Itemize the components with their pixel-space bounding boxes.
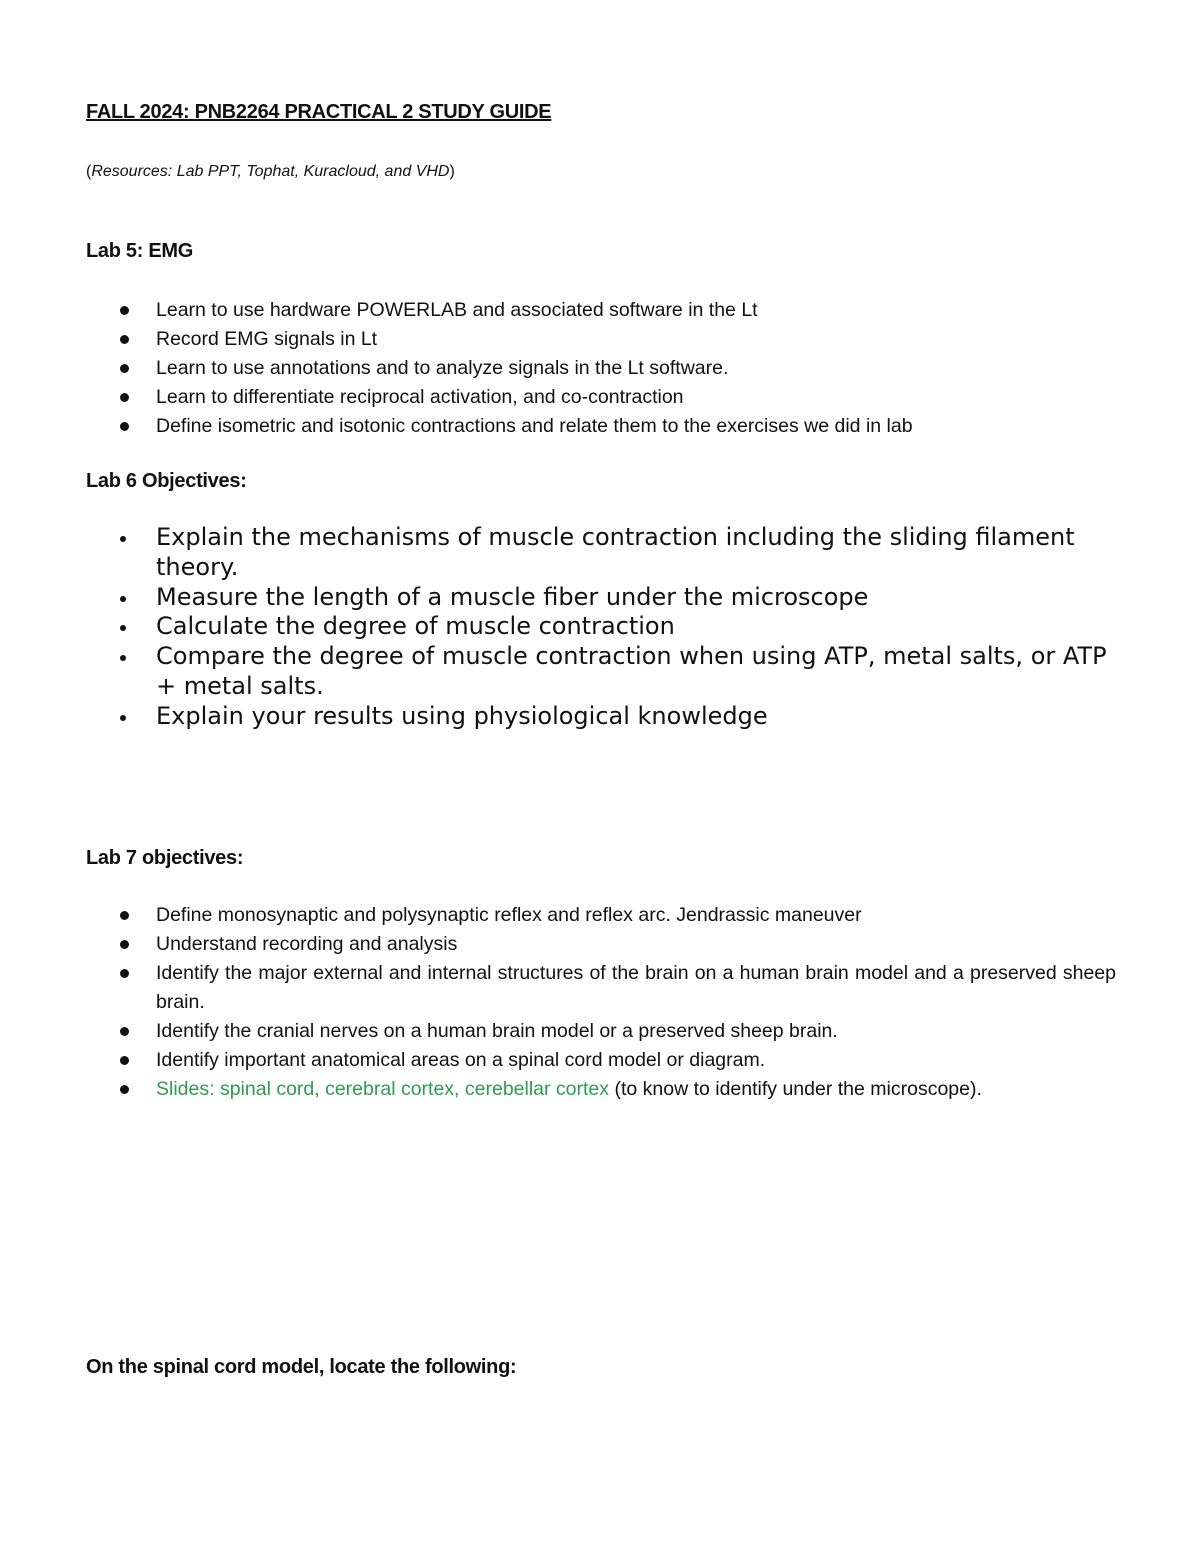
list-item (86, 1046, 1116, 1075)
bullet-icon (120, 422, 129, 431)
bullet-icon (120, 596, 126, 602)
list-item-text: Explain your results using physiological knowledge (156, 701, 768, 730)
list-item-text: Calculate the degree of muscle contraction (156, 612, 675, 641)
bullet-icon (120, 1027, 129, 1036)
bullet-icon (120, 536, 126, 542)
lab5-list (86, 296, 1116, 441)
list-item-text: Record EMG signals in Lt (156, 328, 378, 350)
list-item-text: Learn to differentiate reciprocal activation, and co-contraction (156, 386, 684, 408)
list-item (86, 383, 1116, 412)
lab7-heading: Lab 7 objectives: (86, 847, 244, 869)
resources-open-paren: ( (86, 163, 92, 180)
slides-rest-text: (to know to identify under the microscope). (609, 1078, 982, 1100)
slides-highlight-text: Slides: spinal cord, cerebral cortex, cerebellar cortex (156, 1078, 610, 1100)
list-item (86, 1075, 1116, 1104)
bullet-icon (120, 940, 129, 949)
bullet-icon (120, 655, 126, 661)
list-item-text: Identify the major external and internal structures of the brain on a human brain model and a preserved sheep brain. (156, 962, 1116, 1013)
resources-text: Resources: Lab PPT, Tophat, Kuracloud, and VHD (91, 163, 450, 180)
list-item (86, 354, 1116, 383)
list-item (86, 583, 1126, 613)
list-item (86, 412, 1116, 441)
lab7-list (86, 901, 1116, 1104)
list-item (86, 930, 1116, 959)
list-item-text: Learn to use hardware POWERLAB and associated software in the Lt (156, 299, 758, 321)
bullet-icon (120, 1056, 129, 1065)
list-item (86, 642, 1126, 702)
bullet-icon (120, 306, 129, 315)
list-item (86, 523, 1126, 583)
list-item-text: Measure the length of a muscle fiber under the microscope (156, 582, 869, 611)
bullet-icon (120, 625, 126, 631)
list-item (86, 702, 1126, 732)
list-item (86, 612, 1126, 642)
lab6-list (86, 523, 1126, 732)
list-item (86, 325, 1116, 354)
bullet-icon (120, 911, 129, 920)
list-item-text: Understand recording and analysis (156, 933, 458, 955)
list-item (86, 959, 1116, 1017)
list-item (86, 1017, 1116, 1046)
lab6-heading: Lab 6 Objectives: (86, 470, 247, 492)
bullet-icon (120, 969, 129, 978)
list-item-text: Identify important anatomical areas on a spinal cord model or diagram. (156, 1049, 766, 1071)
bullet-icon (120, 715, 126, 721)
list-item-text: Learn to use annotations and to analyze signals in the Lt software. (156, 357, 729, 379)
bullet-icon (120, 364, 129, 373)
list-item (86, 901, 1116, 930)
bullet-icon (120, 393, 129, 402)
resources-note (86, 163, 455, 181)
list-item-text: Explain the mechanisms of muscle contraction including the sliding filament theory. (156, 523, 1075, 581)
lab5-heading: Lab 5: EMG (86, 240, 194, 262)
resources-close-paren: ) (449, 163, 455, 180)
list-item-text: Define isometric and isotonic contractions and relate them to the exercises we did in lab (156, 415, 913, 437)
spinal-cord-heading: On the spinal cord model, locate the following: (86, 1356, 517, 1378)
list-item-text: Compare the degree of muscle contraction when using ATP, metal salts, or ATP + metal salts. (156, 642, 1107, 700)
list-item-text: Identify the cranial nerves on a human brain model or a preserved sheep brain. (156, 1020, 838, 1042)
bullet-icon (120, 335, 129, 344)
list-item (86, 296, 1116, 325)
bullet-icon (120, 1085, 129, 1094)
list-item-text: Define monosynaptic and polysynaptic reflex and reflex arc. Jendrassic maneuver (156, 904, 862, 926)
page-title: FALL 2024: PNB2264 PRACTICAL 2 STUDY GUIDE (86, 101, 552, 123)
